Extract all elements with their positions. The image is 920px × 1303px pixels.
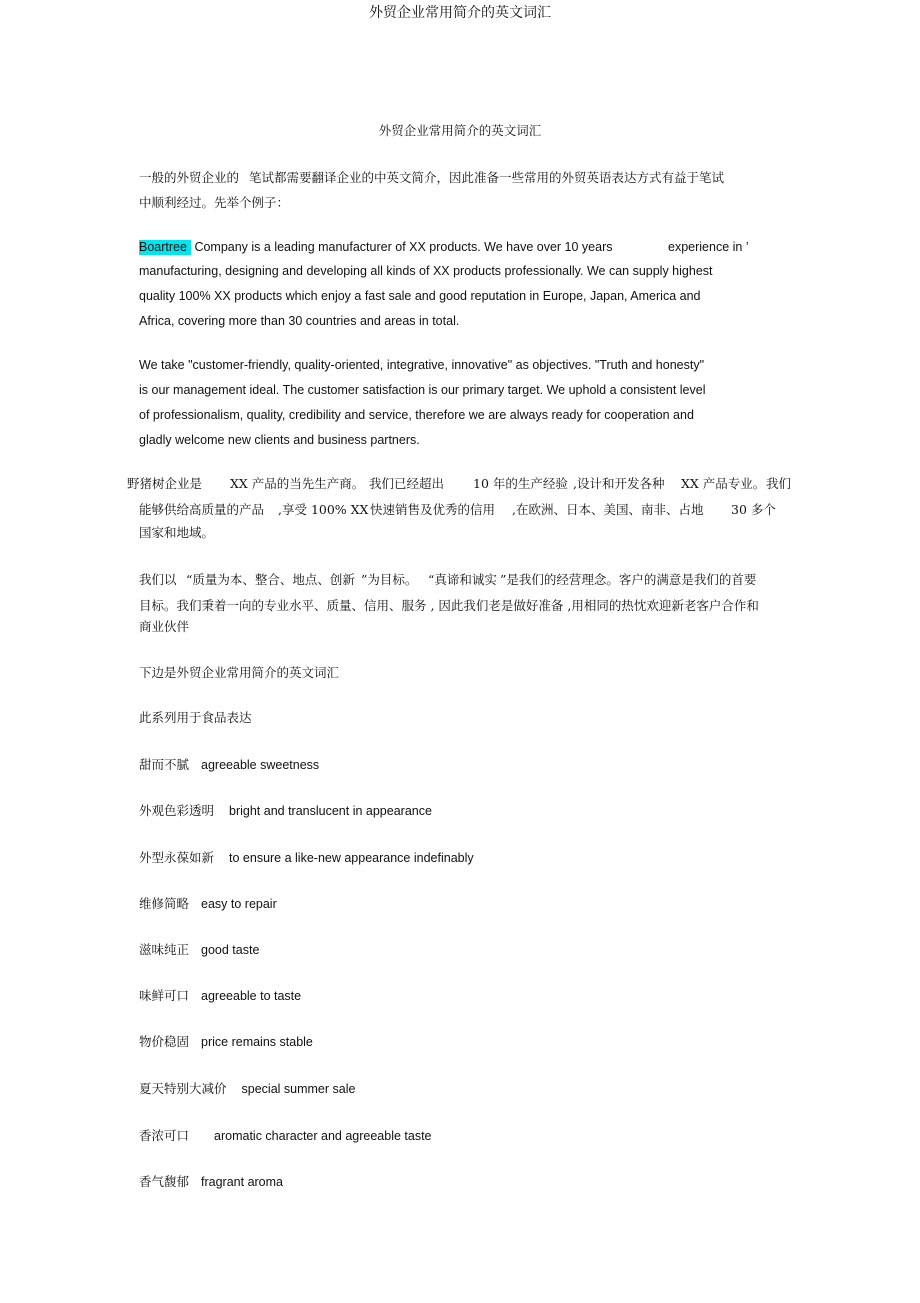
vocab-item [139,1125,432,1144]
vocab-cn: 滋味纯正 [139,942,190,957]
vocab-cn: 外观色彩透明 [139,803,215,818]
vocab-cn: 外型永葆如新 [139,850,215,865]
cn-para1-seg-a: 野猪树企业是 [127,476,203,491]
cn-para1-line-3: 国家和地域。 [139,525,215,540]
vocab-cn: 夏天特别大减价 [139,1081,227,1096]
cn-para1-seg-f: XX 产品专业。 [681,476,766,491]
vocab-cn: 甜而不腻 [139,757,190,772]
cn-para1-seg-g: 我们 [766,476,792,491]
vocab-en: easy to repair [201,897,277,911]
vocab-cn: 香浓可口 [139,1128,190,1143]
intro-line-2: 中顺利经过。先举个例子： [139,195,290,210]
food-subheading: 此系列用于食品表达 [139,710,252,725]
vocab-cn: 香气馥郁 [139,1174,190,1189]
vocab-en: good taste [201,943,260,957]
cn-para2-seg-e: ”是我们的经营理念。客户的满意是我们的首要 [500,572,757,587]
en-para1-line-2: manufacturing, designing and developing all kinds of XX products professionally. We can supply highest [139,264,713,278]
vocab-item [139,1171,283,1190]
vocab-cn: 味鲜可口 [139,988,190,1003]
vocab-item [139,985,301,1004]
cn-para2-seg-d: “真谛和诚实 [428,572,497,587]
cn-para1-line2-a: 能够供给高质量的产品 [139,502,265,517]
vocab-en: to ensure a like-new appearance indefinably [229,851,474,865]
cn-para1-seg-e: ,设计和开发各种 [573,476,665,491]
vocab-item [139,800,432,819]
vocab-item [139,893,277,912]
intro-line-1a: 一般的外贸企业的 [139,170,240,185]
en-para2-line-2: is our management ideal. The customer satisfaction is our primary target. We uphold a consistent level [139,383,706,397]
vocab-en: price remains stable [201,1035,313,1049]
vocab-en: fragrant aroma [201,1175,283,1189]
en-para1-line-1 [139,240,612,254]
en-para1-line-1-text: Company is a leading manufacturer of XX products. We have over 10 years [194,240,613,254]
cn-para2-seg-b: “质量为本、整合、地点、创新 [186,572,355,587]
document-title: 外贸企业常用简介的英文词汇 [378,123,542,138]
page-header: 外贸企业常用简介的英文词汇 [369,5,551,21]
cn-para1-seg-d: 10 年的生产经验 [473,476,568,491]
en-para2-line-1: We take "customer-friendly, quality-oriented, integrative, innovative" as objectives. "Truth and honesty" [139,358,705,372]
cn-para1-line2-e: 30 多个 [731,502,776,517]
cn-para1-line2-d: ,在欧洲、日本、美国、南非、占地 [512,502,704,517]
section-heading: 下边是外贸企业常用简介的英文词汇 [139,665,340,680]
cn-para2-line-3: 商业伙伴 [139,619,190,634]
vocab-cn: 维修简略 [139,896,190,911]
en-para2-line-3: of professionalism, quality, credibility and service, therefore we are always ready for cooperation and [139,408,694,422]
vocab-en: agreeable to taste [201,989,302,1003]
vocab-item [139,754,319,773]
vocab-en: bright and translucent in appearance [229,804,432,818]
vocab-cn: 物价稳固 [139,1034,190,1049]
vocab-item [139,1078,355,1097]
en-para1-line-4: Africa, covering more than 30 countries and areas in total. [139,314,460,328]
vocab-en: special summer sale [241,1082,356,1096]
cn-para2-seg-a: 我们以 [139,572,177,587]
vocab-item [139,847,474,866]
vocab-item [139,939,259,958]
intro-line-1b: 笔试都需要翻译企业的中英文简介，因此准备一些常用的外贸英语表达方式有益于笔试 [249,170,725,185]
vocab-en: agreeable sweetness [201,758,320,772]
en-para2-line-4: gladly welcome new clients and business partners. [139,433,420,447]
vocab-item [139,1031,313,1050]
cn-para1-line2-c: 快速销售及优秀的信用 [370,502,496,517]
cn-para1-seg-b: XX 产品的当先生产商。 [230,476,365,491]
highlighted-company-name: Boartree [139,240,191,255]
cn-para2-line-2: 目标。我们秉着一向的专业水平、质量、信用、服务 , 因此我们老是做好准备 ,用相同的热忱欢迎新老客户合作和 [139,598,759,613]
en-para1-line-3: quality 100% XX products which enjoy a fast sale and good reputation in Europe, Japan, America and [139,289,701,303]
cn-para2-seg-c: ”为目标。 [361,572,418,587]
vocab-en: aromatic character and agreeable taste [214,1129,432,1143]
cn-para1-line2-b: ,享受 100% XX [278,502,369,517]
en-para1-line-1-tail: experience in ’ [668,240,749,254]
cn-para1-seg-c: 我们已经超出 [369,476,445,491]
